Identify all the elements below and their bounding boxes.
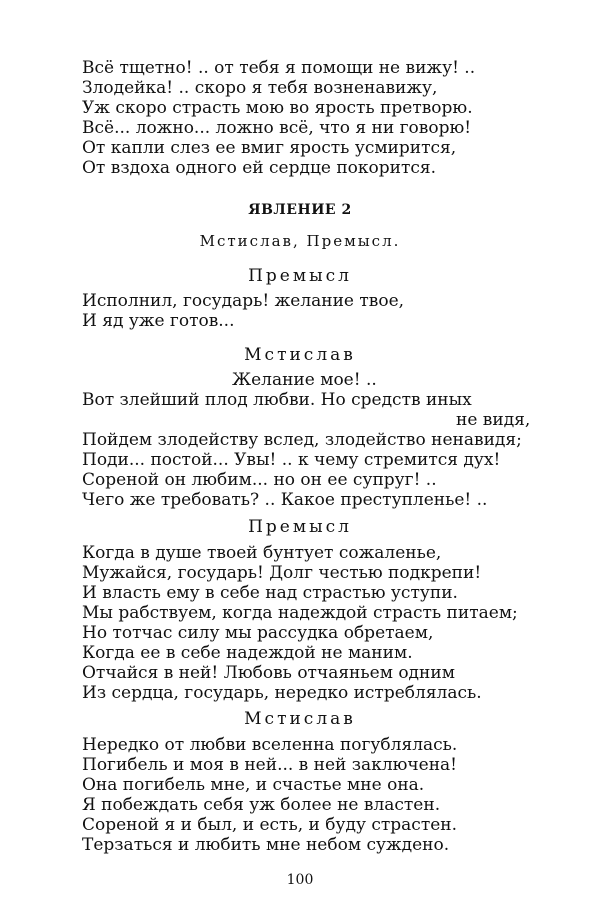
speaker-name: Премысл bbox=[248, 517, 352, 537]
verse-line: Мы рабствуем, когда надеждой страсть питаем; bbox=[82, 603, 518, 623]
verse-line: Сореной он любим... но он ее супруг! .. bbox=[82, 470, 437, 490]
speaker-name: Мстислав bbox=[244, 345, 356, 365]
verse-line: Всё тщетно! .. от тебя я помощи не вижу! .. bbox=[82, 58, 476, 78]
verse-line: Терзаться и любить мне небом суждено. bbox=[82, 835, 450, 855]
verse-line: Пойдем злодейству вслед, злодейство ненавидя; bbox=[82, 430, 522, 450]
verse-line: И власть ему в себе над страстью уступи. bbox=[82, 583, 458, 603]
verse-line: И яд уже готов... bbox=[82, 311, 235, 331]
verse-line: Нередко от любви вселенна погублялась. bbox=[82, 735, 458, 755]
verse-line: Желание мое! .. bbox=[232, 370, 377, 390]
scene-title: ЯВЛЕНИЕ 2 bbox=[248, 202, 352, 218]
verse-line: Уж скоро страсть мою во ярость претворю. bbox=[82, 98, 473, 118]
verse-line: Отчайся в ней! Любовь отчаяньем одним bbox=[82, 663, 455, 683]
speaker-name: Премысл bbox=[248, 266, 352, 286]
verse-line: Но тотчас силу мы рассудка обретаем, bbox=[82, 623, 434, 643]
verse-line: Чего же требовать? .. Какое преступленье! .. bbox=[82, 490, 488, 510]
verse-line: Сореной я и был, и есть, и буду страстен. bbox=[82, 815, 458, 835]
verse-line: Вот злейший плод любви. Но средств иных bbox=[82, 390, 472, 410]
verse-line: Исполнил, государь! желание твое, bbox=[82, 291, 405, 311]
verse-line: Когда в душе твоей бунтует сожаленье, bbox=[82, 543, 442, 563]
speaker-name: Мстислав bbox=[244, 709, 356, 729]
verse-line: Она погибель мне, и счастье мне она. bbox=[82, 775, 425, 795]
page-number: 100 bbox=[286, 872, 314, 888]
verse-line-wrap: не видя, bbox=[456, 410, 531, 430]
verse-line: От вздоха одного ей сердце покорится. bbox=[82, 158, 437, 178]
scene-cast: Мстислав, Премысл. bbox=[199, 232, 401, 250]
verse-line: Когда ее в себе надеждой не маним. bbox=[82, 643, 413, 663]
verse-line: Злодейка! .. скоро я тебя возненавижу, bbox=[82, 78, 438, 98]
verse-line: Погибель и моя в ней... в ней заключена! bbox=[82, 755, 458, 775]
verse-line: Я побеждать себя уж более не властен. bbox=[82, 795, 441, 815]
verse-line: Поди... постой... Увы! .. к чему стремится дух! bbox=[82, 450, 501, 470]
verse-line: От капли слез ее вмиг ярость усмирится, bbox=[82, 138, 457, 158]
verse-line: Мужайся, государь! Долг честью подкрепи! bbox=[82, 563, 482, 583]
verse-line: Всё... ложно... ложно всё, что я ни говорю! bbox=[82, 118, 472, 138]
verse-line: Из сердца, государь, нередко истреблялась. bbox=[82, 683, 482, 703]
